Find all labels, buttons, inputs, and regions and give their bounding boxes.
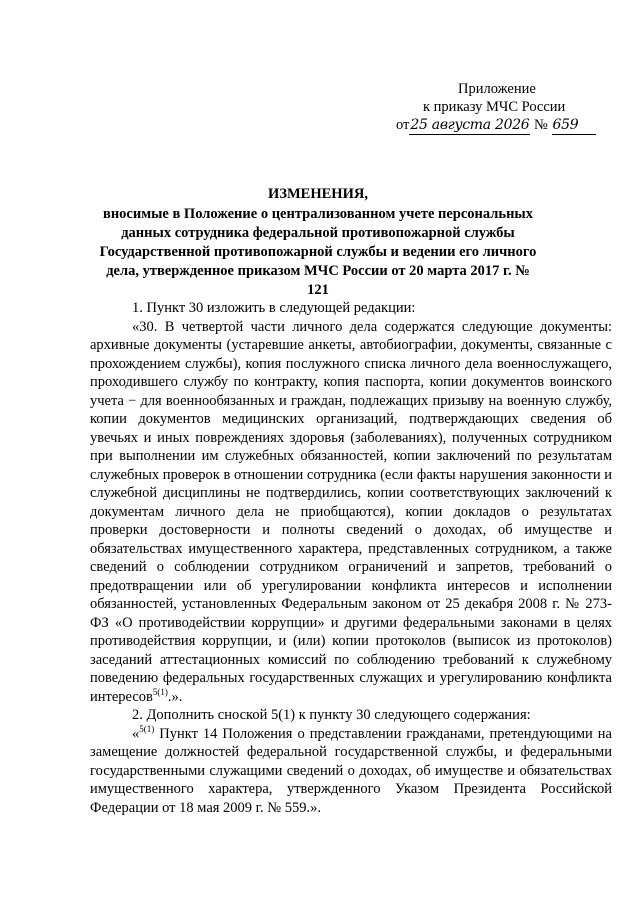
document-body [90, 299, 612, 817]
footnote-mark: 5(1) [139, 723, 155, 734]
appendix-header [396, 80, 596, 135]
paragraph-2 [90, 318, 612, 707]
paragraph-4-text: Пункт 14 Положения о представлении гражданами, претендующими на замещение должностей федеральной государственной службы, и федеральными государственными служащими сведений о доходах, об имуществе и обязательствах имущественного характера, утвержденного Указом Президента Российской Федерации от 18 мая 2009 г. № 559.». [90, 725, 612, 816]
document-title [94, 185, 542, 300]
paragraph-3: 2. Дополнить сноской 5(1) к пункту 30 следующего содержания: [132, 707, 531, 723]
number-prefix: № [534, 117, 548, 133]
paragraph-4-open: « [132, 725, 140, 742]
paragraph-4 [90, 725, 612, 818]
appendix-label: Приложение [458, 81, 536, 97]
title-heading: ИЗМЕНЕНИЯ, [268, 186, 368, 202]
handwritten-date: 25 августа 2026 [410, 117, 530, 133]
title-subheading: вносимые в Положение о централизованном учете персональных данных сотрудника федеральной противопожарной службы Государственной противопожарной службы и ведении его личного дела, утвержденное приказом МЧС России от 20 марта 2017 г. № 121 [99, 206, 537, 298]
handwritten-number: 659 [552, 116, 596, 135]
order-date-line [396, 116, 596, 135]
paragraph-2-text: «30. В четвертой части личного дела содержатся следующие документы: архивные документы (устаревшие анкеты, автобиографии, документы, связанные с прохождением службы), копия послужного списка личного дела военнослужащего, проходившего службу по контракту, копия паспорта, копии документов воинского учета − для военнообязанных и граждан, подлежащих призыву на военную службу, копии документов медицинских организаций, подтверждающих сведения об увечьях и иных повреждениях здоровья (заболеваниях), полученных сотрудником при выполнении им служебных обязанностей, копии заключений по результатам служебных проверок в отношении сотрудника (если факты нарушения законности и служебной дисциплины не подтвердились, копии соответствующих заключений к документам личного дела не приобщаются), копии докладов о результатах проверки достоверности и полноты сведений о доходах, об имуществе и обязательствах имущественного характера, представленных сотрудником, а также сведений о соблюдении сотрудником ограничений и запретов, требований о предотвращении или об урегулировании конфликта интересов и исполнении обязанностей, установленных Федеральным законом от 25 декабря 2008 г. № 273-ФЗ «О противодействии коррупции» и другими федеральными законами в целях противодействия коррупции, и (или) копии протоколов (выписок из протоколов) заседаний аттестационных комиссий по соблюдению требований к служебному поведению федеральных государственных служащих и урегулированию конфликта интересов [90, 318, 612, 705]
paragraph-1: 1. Пункт 30 изложить в следующей редакции: [132, 300, 416, 316]
date-prefix: от [396, 117, 410, 133]
order-reference: к приказу МЧС России [423, 99, 566, 115]
paragraph-2-end: .». [167, 688, 183, 705]
footnote-ref: 5(1) [152, 686, 168, 697]
